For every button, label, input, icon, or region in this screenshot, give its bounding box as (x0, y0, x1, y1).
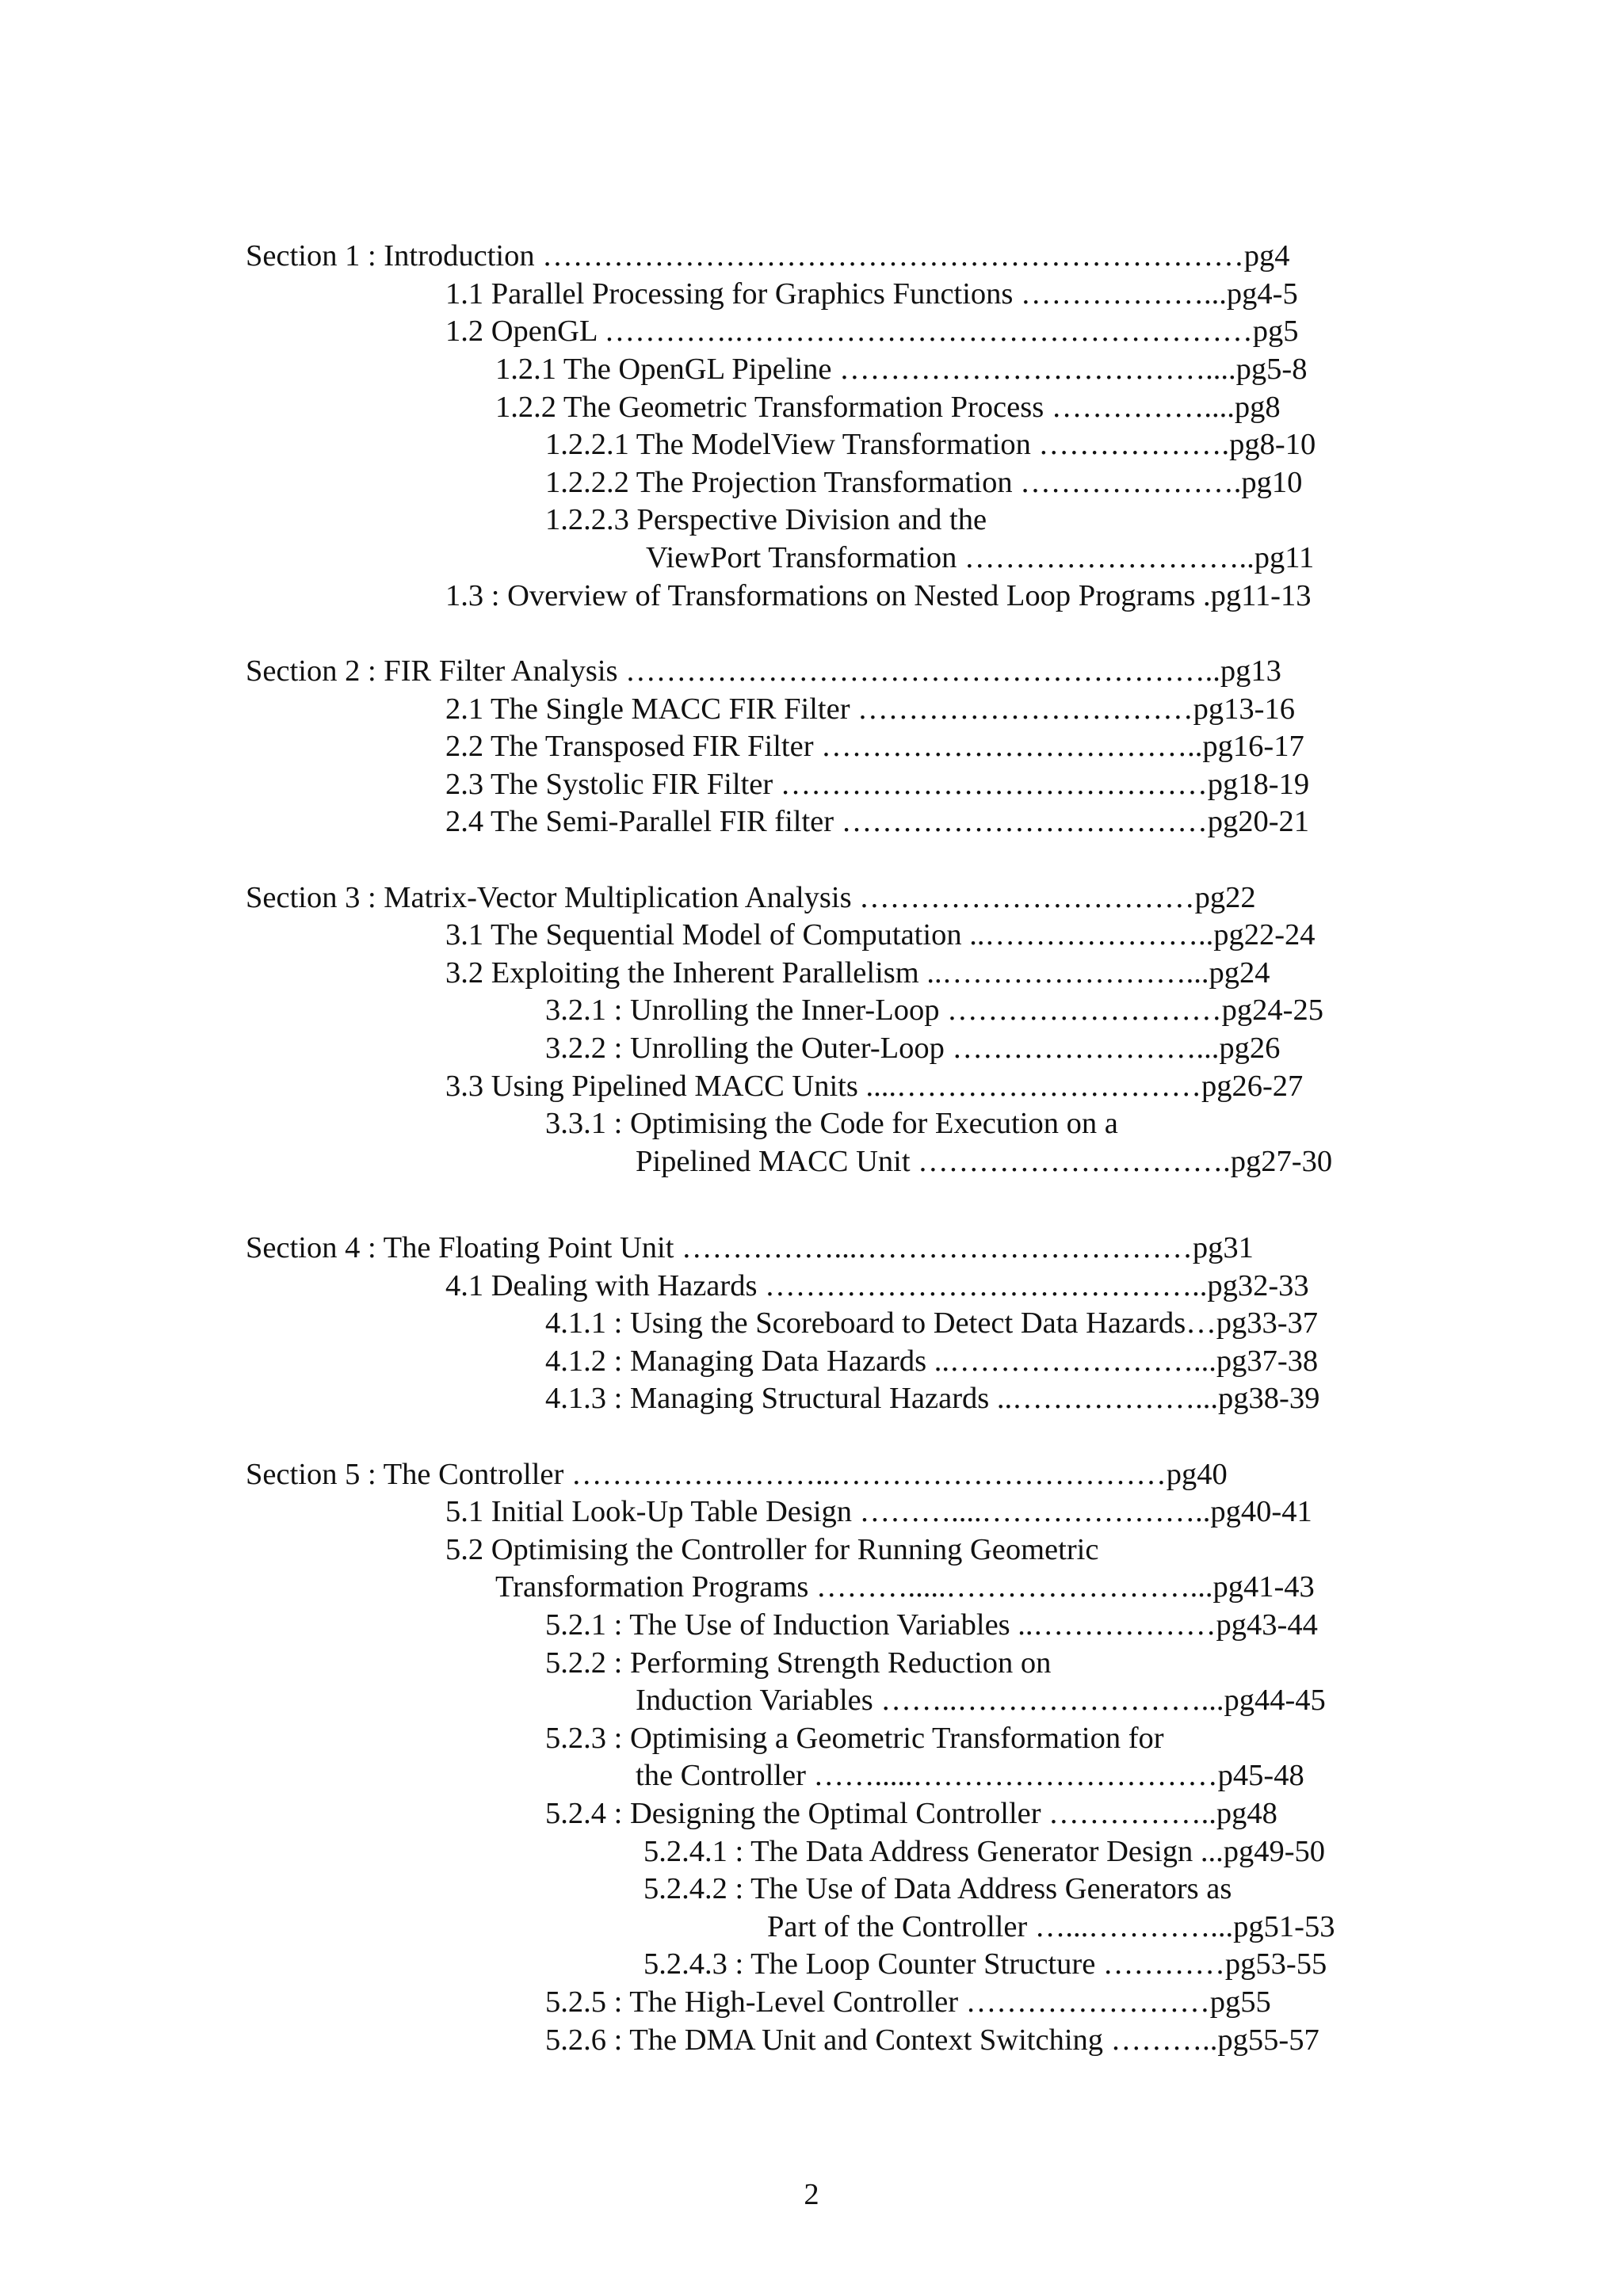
toc-line: 3.1 The Sequential Model of Computation ..…………………..pg22-24 (445, 918, 1316, 952)
toc-line: Pipelined MACC Unit ………………………….pg27-30 (636, 1145, 1333, 1178)
toc-line: 1.2 OpenGL ………….……………………………………………pg5 (445, 315, 1299, 348)
toc-line: 3.3 Using Pipelined MACC Units ....…………………………pg26-27 (445, 1070, 1304, 1103)
toc-line: 1.2.2.1 The ModelView Transformation ……………….pg8-10 (545, 428, 1316, 461)
toc-line: 1.2.2.2 The Projection Transformation ………………….pg10 (545, 466, 1303, 499)
toc-line: 1.3 : Overview of Transformations on Nested Loop Programs .pg11-13 (445, 579, 1312, 612)
toc-line: 4.1.3 : Managing Structural Hazards ..………………...pg38-39 (545, 1382, 1320, 1415)
toc-line: Part of the Controller …...…………...pg51-53 (767, 1910, 1335, 1943)
toc-line: 5.2.4.3 : The Loop Counter Structure …………pg53-55 (643, 1947, 1327, 1981)
toc-line: the Controller …….....…………………………p45-48 (636, 1759, 1304, 1792)
toc-line: 1.1 Parallel Processing for Graphics Functions ………………...pg4-5 (445, 277, 1298, 311)
toc-line: Section 5 : The Controller ……………………..……………………………pg40 (246, 1458, 1228, 1491)
toc-line: 5.2.4.2 : The Use of Data Address Generators as (643, 1872, 1232, 1905)
toc-line: 1.2.1 The OpenGL Pipeline ………………………………....pg5-8 (495, 353, 1308, 386)
toc-line: 5.2.4 : Designing the Optimal Controller ……………..pg48 (545, 1797, 1277, 1830)
toc-line: Transformation Programs ……….....……………………...pg41-43 (495, 1570, 1315, 1604)
toc-line: 5.2.2 : Performing Strength Reduction on (545, 1646, 1052, 1680)
toc-line: 5.2 Optimising the Controller for Running Geometric (445, 1533, 1099, 1566)
toc-line: 5.2.4.1 : The Data Address Generator Design ...pg49-50 (643, 1835, 1326, 1868)
toc-line: Section 3 : Matrix-Vector Multiplication Analysis ……………………………pg22 (246, 881, 1256, 914)
toc-line: Section 4 : The Floating Point Unit ……………...……………………………pg31 (246, 1231, 1254, 1264)
toc-line: 4.1.1 : Using the Scoreboard to Detect Data Hazards…pg33-37 (545, 1306, 1319, 1340)
toc-line: 2.3 The Systolic FIR Filter ……………………………………pg18-19 (445, 768, 1310, 801)
toc-line: Section 1 : Introduction ……………………………………………………………pg4 (246, 239, 1290, 273)
toc-line: 4.1.2 : Managing Data Hazards ..……………………...pg37-38 (545, 1344, 1319, 1378)
toc-line: 3.2 Exploiting the Inherent Parallelism ..……………………...pg24 (445, 956, 1270, 990)
toc-line: Induction Variables ……..……………………...pg44-45 (636, 1684, 1326, 1717)
toc-line: Section 2 : FIR Filter Analysis …………………………………………………..pg13 (246, 654, 1281, 688)
toc-line: 5.2.1 : The Use of Induction Variables ..………………pg43-44 (545, 1608, 1318, 1642)
toc-line: 2.4 The Semi-Parallel FIR filter ………………………………pg20-21 (445, 805, 1310, 838)
toc-line: 2.2 The Transposed FIR Filter ………………………………..pg16-17 (445, 730, 1304, 763)
toc-line: 5.2.5 : The High-Level Controller ……………………pg55 (545, 1985, 1271, 2019)
toc-line: 4.1 Dealing with Hazards ……………………………………..pg32-33 (445, 1269, 1309, 1302)
toc-line: 5.2.6 : The DMA Unit and Context Switching ………..pg55-57 (545, 2023, 1319, 2057)
toc-line: 3.2.2 : Unrolling the Outer-Loop ……………………...pg26 (545, 1032, 1281, 1065)
toc-line: ViewPort Transformation ………………………..pg11 (646, 541, 1315, 574)
toc-line: 2.1 The Single MACC FIR Filter ……………………………pg13-16 (445, 692, 1295, 726)
toc-line: 5.1 Initial Look-Up Table Design ………....…………………..pg40-41 (445, 1495, 1312, 1528)
toc-line: 1.2.2.3 Perspective Division and the (545, 503, 987, 536)
toc-line: 5.2.3 : Optimising a Geometric Transformation for (545, 1722, 1164, 1755)
page-number: 2 (804, 2178, 819, 2211)
toc-line: 3.2.1 : Unrolling the Inner-Loop ………………………pg24-25 (545, 994, 1323, 1027)
toc-line: 3.3.1 : Optimising the Code for Execution on a (545, 1107, 1118, 1140)
toc-line: 1.2.2 The Geometric Transformation Process ……………....pg8 (495, 391, 1281, 424)
